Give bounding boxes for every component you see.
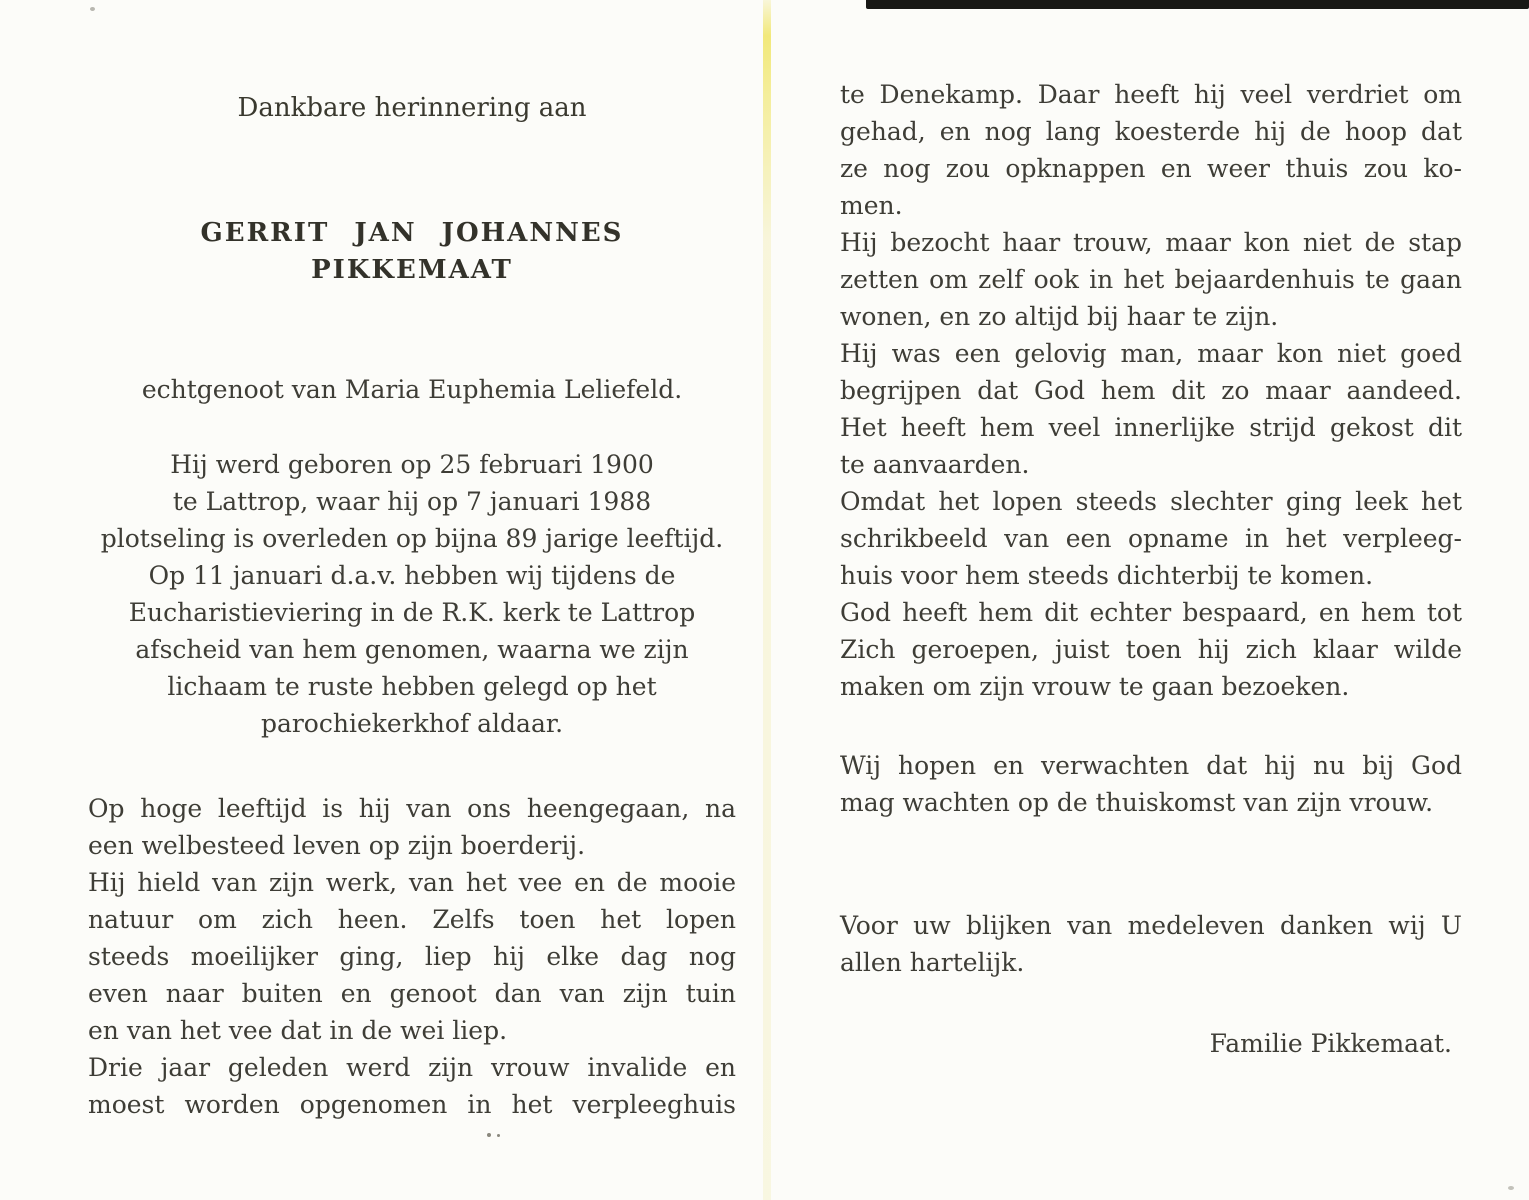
text-line: Hij bezocht haar trouw, maar kon niet de stap [840,228,1462,257]
text-line: Hij werd geboren op 25 februari 1900 [170,450,654,479]
paragraph [840,907,1462,981]
text-line: ze nog zou opknappen en weer thuis zou ko- [840,154,1462,183]
birth-death-block [88,446,736,742]
page-fold-line [763,0,771,1200]
text-line: Drie jaar geleden werd zijn vrouw invalide en [88,1053,736,1082]
text-line: te aanvaarden. [840,450,1030,479]
scan-speck [497,1134,500,1137]
text-line: men. [840,191,903,220]
text-line: te Denekamp. Daar heeft hij veel verdriet om [840,80,1462,109]
scan-speck [1508,1186,1514,1190]
paragraph [88,790,736,864]
paragraph [840,335,1462,483]
text-line: even naar buiten en genoot dan van zijn tuin [88,979,736,1008]
text-line: lichaam te ruste hebben gelegd op het [167,672,657,701]
spouse-line: echtgenoot van Maria Euphemia Leliefeld. [141,375,683,404]
text-line: Op hoge leeftijd is hij van ons heengegaan, na [88,794,736,823]
text-line: natuur om zich heen. Zelfs toen het lopen [88,905,736,934]
paragraph [88,864,736,1049]
text-line: Zich geroepen, juist toen hij zich klaar wilde [840,635,1462,664]
text-line: te Lattrop, waar hij op 7 januari 1988 [172,487,652,516]
text-line: begrijpen dat God hem dit zo maar aandeed. [840,376,1462,405]
text-line: parochiekerkhof aldaar. [260,709,564,738]
text-line: Omdat het lopen steeds slechter ging leek het [840,487,1462,516]
paragraph [840,594,1462,705]
text-line: wonen, en zo altijd bij haar te zijn. [840,302,1279,331]
text-line: gehad, en nog lang koesterde hij de hoop dat [840,117,1462,146]
text-line: steeds moeilijker ging, liep hij elke dag nog [88,942,736,971]
paragraph [840,224,1462,335]
paragraph [840,483,1462,594]
deceased-name: GERRIT JAN JOHANNES PIKKEMAAT [200,218,624,285]
thanks-text [840,907,1462,981]
paragraph [840,747,1462,821]
text-line: zetten om zelf ook in het bejaardenhuis te gaan [840,265,1462,294]
closing-text [840,747,1462,821]
memorial-header: Dankbare herinnering aan [237,93,587,123]
text-line: God heeft hem dit echter bespaard, en hem tot [840,598,1462,627]
text-line: plotseling is overleden op bijna 89 jarige leeftijd. [100,524,724,553]
paragraph [88,1049,736,1123]
text-line: moest worden opgenomen in het verpleeghuis [88,1090,736,1119]
text-line: Het heeft hem veel innerlijke strijd gekost dit [840,413,1462,442]
family-signature: Familie Pikkemaat. [1209,1029,1452,1058]
text-line: een welbesteed leven op zijn boerderij. [88,831,586,860]
text-line: huis voor hem steeds dichterbij te komen. [840,561,1374,590]
text-line: Voor uw blijken van medeleven danken wij U [840,911,1462,940]
text-line: maken om zijn vrouw te gaan bezoeken. [840,672,1350,701]
text-line: afscheid van hem genomen, waarna we zijn [135,635,689,664]
text-line: Wij hopen en verwachten dat hij nu bij God [840,751,1462,780]
text-line: Hij hield van zijn werk, van het vee en de mooie [88,868,736,897]
text-line: mag wachten op de thuiskomst van zijn vrouw. [840,788,1434,817]
left-page [88,0,736,1123]
text-line: schrikbeeld van een opname in het verpleeg- [840,524,1462,553]
text-line: Op 11 januari d.a.v. hebben wij tijdens de [148,561,676,590]
text-line: Eucharistieviering in de R.K. kerk te Lattrop [128,598,696,627]
right-body-text [840,76,1462,705]
text-line: allen hartelijk. [840,948,1025,977]
left-body-text [88,790,736,1123]
right-page [840,0,1462,1062]
text-line: en van het vee dat in de wei liep. [88,1016,508,1045]
text-line: Hij was een gelovig man, maar kon niet goed [840,339,1462,368]
paragraph [840,76,1462,224]
scan-speck [487,1133,491,1137]
